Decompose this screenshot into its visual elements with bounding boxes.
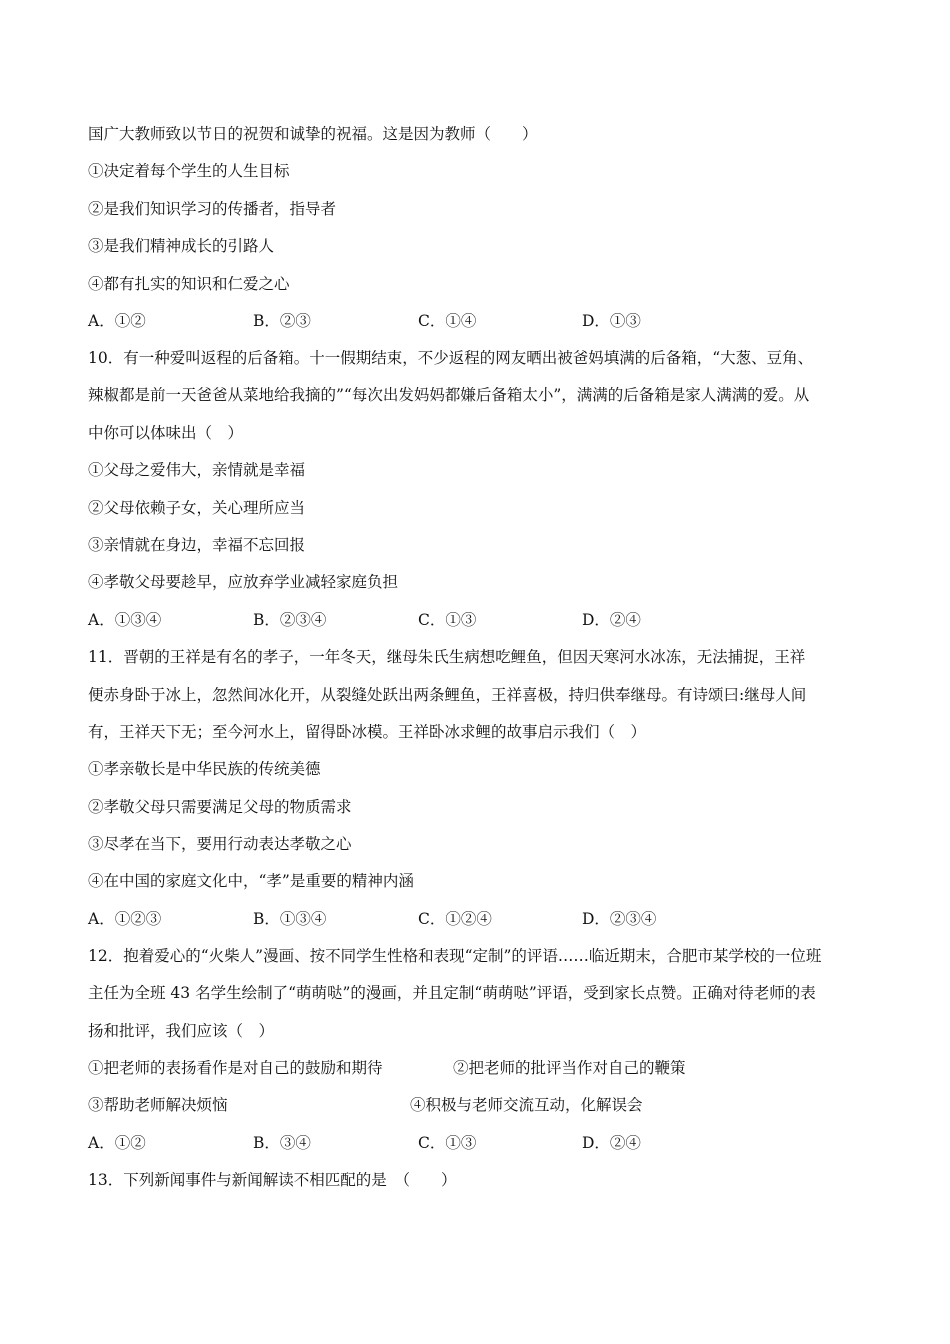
q12-option-a[interactable]: A．①② bbox=[88, 1134, 146, 1152]
q11-item-2: ②孝敬父母只需要满足父母的物质需求 bbox=[88, 798, 352, 816]
q11-stem-line-3: 有，王祥天下无；至今河水上，留得卧冰模。王祥卧冰求鲤的故事启示我们（ ） bbox=[88, 723, 647, 741]
q12-option-c[interactable]: C．①③ bbox=[418, 1134, 477, 1152]
q10-item-1: ①父母之爱伟大，亲情就是幸福 bbox=[88, 461, 306, 479]
q11-stem-line-1: 11．晋朝的王祥是有名的孝子，一年冬天，继母朱氏生病想吃鲤鱼，但因天寒河水冰冻，无法捕捉，王祥 bbox=[88, 648, 806, 666]
q12-option-b[interactable]: B．③④ bbox=[253, 1134, 311, 1152]
q10-option-a[interactable]: A．①③④ bbox=[88, 611, 162, 629]
q11-item-3: ③尽孝在当下，要用行动表达孝敬之心 bbox=[88, 835, 352, 853]
q12-option-d[interactable]: D．②④ bbox=[582, 1134, 641, 1152]
q9-item-3: ③是我们精神成长的引路人 bbox=[88, 237, 275, 255]
q12-item-3: ③帮助老师解决烦恼 bbox=[88, 1096, 228, 1114]
q9-option-c[interactable]: C．①④ bbox=[418, 312, 477, 330]
q12-stem-line-3: 扬和批评，我们应该（ ） bbox=[88, 1022, 275, 1040]
q9-item-4: ④都有扎实的知识和仁爱之心 bbox=[88, 275, 290, 293]
q11-option-c[interactable]: C．①②④ bbox=[418, 910, 492, 928]
q11-item-4: ④在中国的家庭文化中，“孝”是重要的精神内涵 bbox=[88, 872, 414, 890]
q9-option-d[interactable]: D．①③ bbox=[582, 312, 641, 330]
q12-stem-line-1: 12．抱着爱心的“火柴人”漫画、按不同学生性格和表现“定制”的评语……临近期末，合肥市某学校的一位班 bbox=[88, 947, 822, 965]
q10-stem-line-1: 10．有一种爱叫返程的后备箱。十一假期结束，不少返程的网友晒出被爸妈填满的后备箱，“大葱、豆角、 bbox=[88, 349, 814, 367]
q9-item-1: ①决定着每个学生的人生目标 bbox=[88, 162, 290, 180]
q12-item-1: ①把老师的表扬看作是对自己的鼓励和期待 bbox=[88, 1059, 383, 1077]
q10-option-b[interactable]: B．②③④ bbox=[253, 611, 327, 629]
q11-option-b[interactable]: B．①③④ bbox=[253, 910, 327, 928]
q9-option-a[interactable]: A．①② bbox=[88, 312, 146, 330]
q11-stem-line-2: 便赤身卧于冰上，忽然间冰化开，从裂缝处跃出两条鲤鱼，王祥喜极，持归供奉继母。有诗颂曰:继母人间 bbox=[88, 686, 807, 704]
q13-stem: 13．下列新闻事件与新闻解读不相匹配的是 （ ） bbox=[88, 1171, 457, 1189]
q10-item-4: ④孝敬父母要趁早，应放弃学业减轻家庭负担 bbox=[88, 573, 399, 591]
q10-stem-line-3: 中你可以体味出（ ） bbox=[88, 424, 244, 442]
q10-option-d[interactable]: D．②④ bbox=[582, 611, 641, 629]
q10-item-3: ③亲情就在身边，幸福不忘回报 bbox=[88, 536, 306, 554]
q12-item-4: ④积极与老师交流互动，化解误会 bbox=[410, 1096, 643, 1114]
q11-item-1: ①孝亲敬长是中华民族的传统美德 bbox=[88, 760, 321, 778]
q9-stem: 国广大教师致以节日的祝贺和诚挚的祝福。这是因为教师（ ） bbox=[88, 125, 538, 143]
q12-item-2: ②把老师的批评当作对自己的鞭策 bbox=[453, 1059, 686, 1077]
q12-stem-line-2: 主任为全班 43 名学生绘制了“萌萌哒”的漫画，并且定制“萌萌哒”评语，受到家长点赞。正确对待老师的表 bbox=[88, 984, 816, 1002]
q10-stem-line-2: 辣椒都是前一天爸爸从菜地给我摘的”“每次出发妈妈都嫌后备箱太小”，满满的后备箱是家人满满的爱。从 bbox=[88, 386, 810, 404]
q10-item-2: ②父母依赖子女，关心理所应当 bbox=[88, 499, 306, 517]
q11-option-a[interactable]: A．①②③ bbox=[88, 910, 162, 928]
q10-option-c[interactable]: C．①③ bbox=[418, 611, 477, 629]
q9-item-2: ②是我们知识学习的传播者，指导者 bbox=[88, 200, 337, 218]
q9-option-b[interactable]: B．②③ bbox=[253, 312, 311, 330]
q11-option-d[interactable]: D．②③④ bbox=[582, 910, 657, 928]
